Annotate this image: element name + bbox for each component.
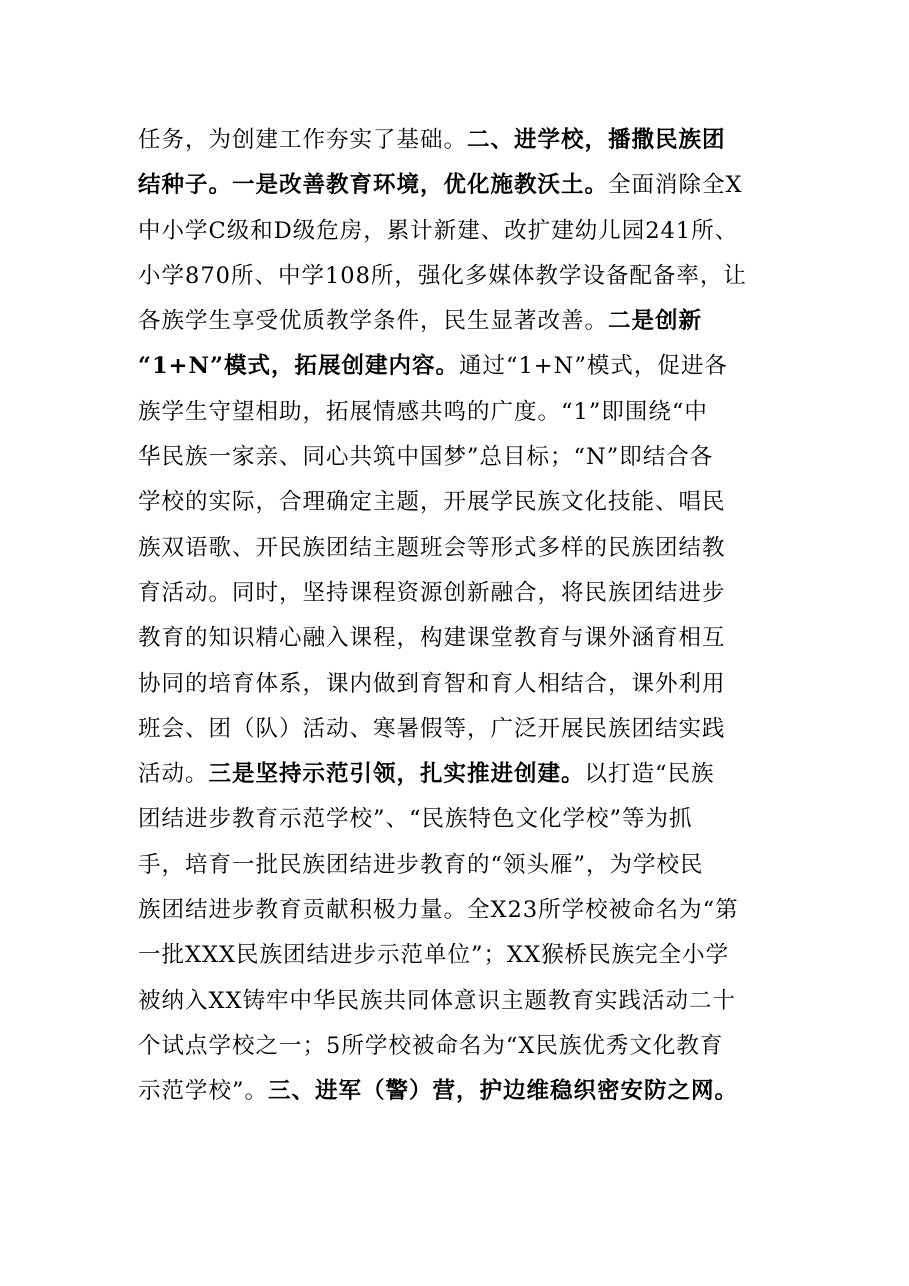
text-line (138, 435, 798, 480)
text-segment: 小学870所、中学108所，强化多媒体教学设备配备率，让 (138, 262, 747, 289)
text-segment: 教育的知识精心融入课程，构建课堂教育与课外涵育相互 (138, 625, 726, 652)
text-line (138, 752, 798, 797)
text-line (138, 571, 798, 616)
text-line (138, 888, 798, 933)
bold-text-segment: 三是坚持示范引领，扎实推进创建。 (208, 761, 585, 788)
text-line (138, 1069, 798, 1114)
text-segment: 通过“1+N”模式，促进各 (458, 353, 728, 380)
text-line (138, 118, 798, 163)
text-line (138, 163, 798, 208)
text-segment: 族学生守望相助，拓展情感共鸣的广度。“1”即围绕“中 (138, 398, 708, 425)
text-segment: 班会、团（队）活动、寒暑假等，广泛开展民族团结实践 (138, 715, 726, 742)
text-line (138, 662, 798, 707)
text-line (138, 979, 798, 1024)
text-segment: 各族学生享受优质教学条件，民生显著改善。 (138, 308, 609, 335)
text-line (138, 344, 798, 389)
text-line (138, 209, 798, 254)
text-segment: 手，培育一批民族团结进步教育的“领头雁”，为学校民 (138, 851, 704, 878)
text-line (138, 797, 798, 842)
bold-text-segment: 二、进学校，播撒民族团 (467, 127, 726, 153)
text-segment: 学校的实际，合理确定主题，开展学民族文化技能、唱民 (138, 489, 726, 516)
text-segment: 族团结进步教育贡献积极力量。全X23所学校被命名为“第 (138, 897, 739, 924)
text-line (138, 254, 798, 299)
text-segment: 团结进步教育示范学校”、“民族特色文化学校”等为抓 (138, 806, 693, 833)
text-line (138, 480, 798, 525)
text-segment: 育活动。同时，坚持课程资源创新融合，将民族团结进步 (138, 579, 726, 606)
text-segment: 示范学校”。 (138, 1078, 269, 1105)
bold-text-segment: 三、进军（警）营，护边维稳织密安防之网。 (268, 1078, 739, 1105)
text-segment: 族双语歌、开民族团结主题班会等形式多样的民族团结教 (138, 534, 726, 561)
text-line (138, 526, 798, 571)
text-segment: 被纳入XX铸牢中华民族共同体意识主题教育实践活动二十 (138, 987, 737, 1014)
text-line (138, 843, 798, 888)
text-line (138, 616, 798, 661)
text-segment: 个试点学校之一；5所学校被命名为“X民族优秀文化教育 (138, 1032, 724, 1059)
bold-text-segment: 结种子。一是改善教育环境，优化施教沃土。 (138, 172, 609, 199)
text-line (138, 1024, 798, 1069)
text-line (138, 707, 798, 752)
text-segment: 以打造“民族 (584, 761, 715, 788)
text-segment: 活动。 (138, 761, 209, 788)
text-segment: 一批XXX民族团结进步示范单位”；XX猴桥民族完全小学 (138, 942, 730, 969)
text-segment: 协同的培育体系，课内做到育智和育人相结合，课外利用 (138, 670, 726, 697)
text-segment: 任务，为创建工作夯实了基础。 (138, 127, 468, 153)
text-line (138, 299, 798, 344)
body-text (138, 118, 798, 1115)
bold-text-segment: 二是创新 (608, 308, 703, 335)
bold-text-segment: “1+N”模式，拓展创建内容。 (138, 353, 459, 380)
text-segment: 全面消除全X (608, 172, 743, 199)
text-segment: 华民族一家亲、同心共筑中国梦”总目标；“N”即结合各 (138, 444, 714, 471)
text-segment: 中小学C级和D级危房，累计新建、改扩建幼儿园241所、 (138, 217, 739, 244)
text-line (138, 390, 798, 435)
text-line (138, 933, 798, 978)
